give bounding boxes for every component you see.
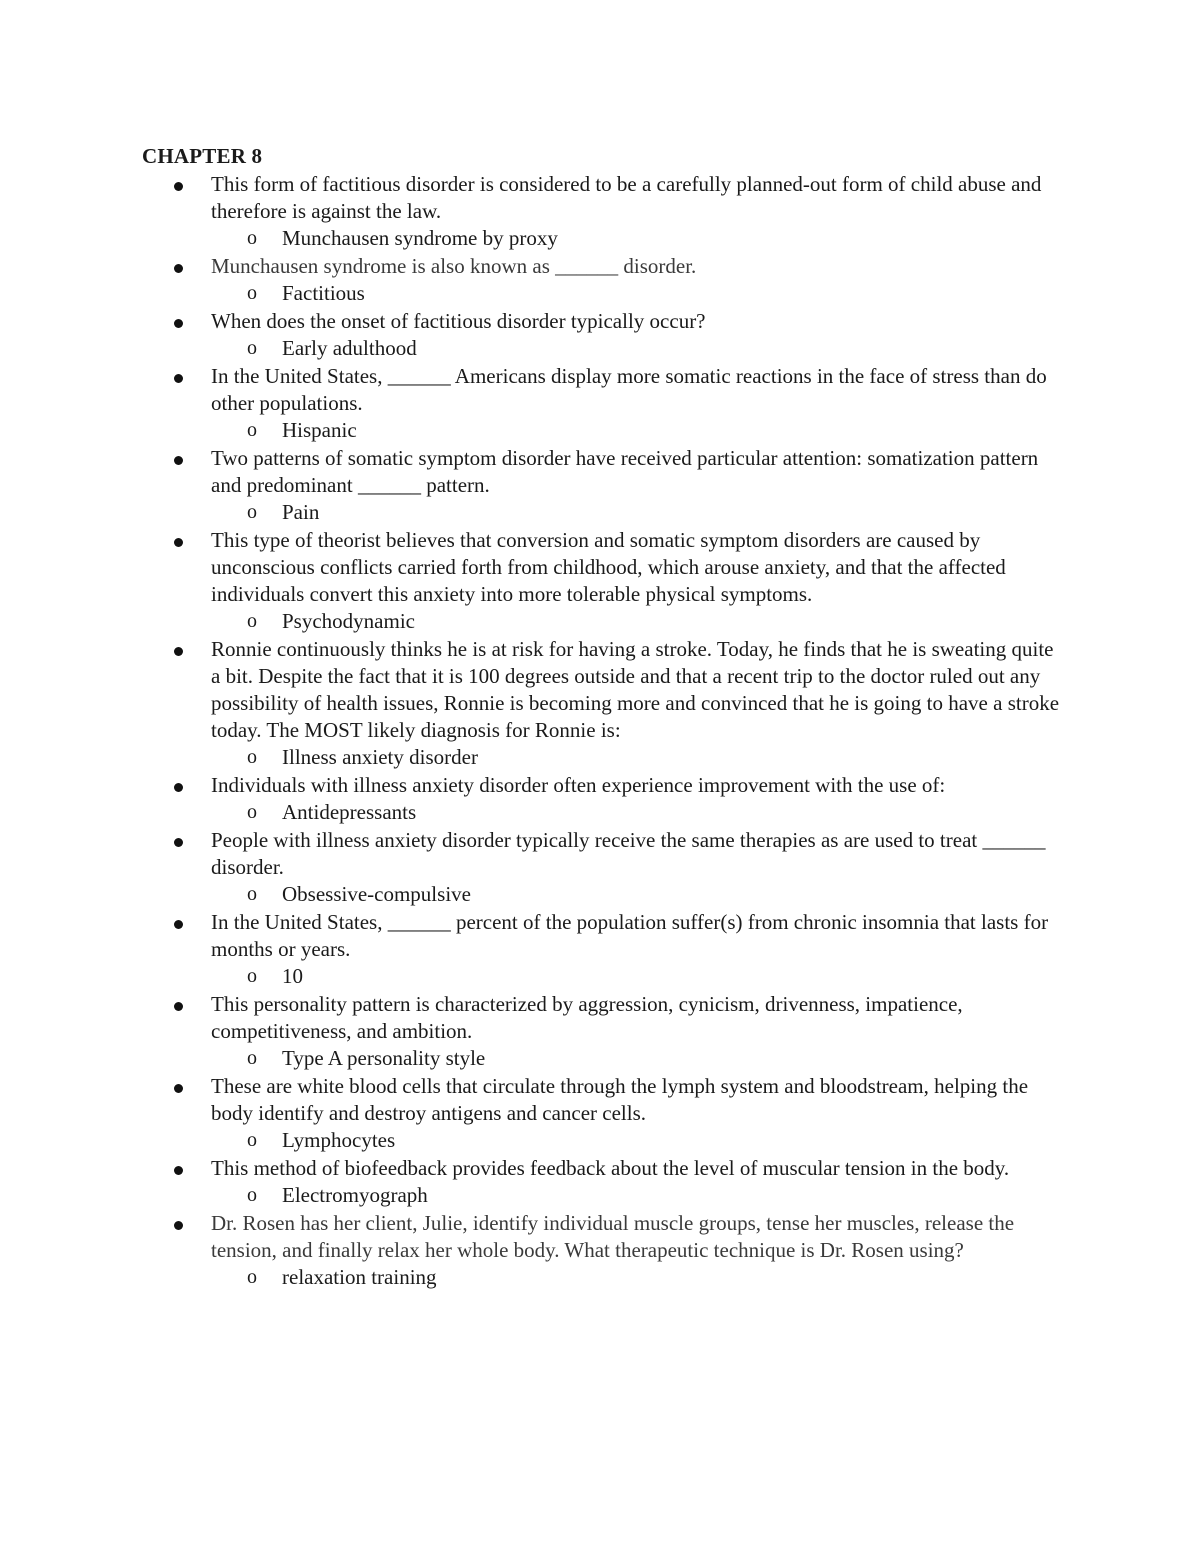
bullet-icon: [174, 920, 183, 929]
answer-label: relaxation training: [282, 1265, 437, 1289]
answer-text: [142, 280, 1062, 307]
answer-label: Hispanic: [282, 418, 357, 442]
answer-text: [142, 1264, 1062, 1291]
answer-text: [142, 744, 1062, 771]
bullet-icon: [174, 647, 183, 656]
answer-text: [142, 1045, 1062, 1072]
question-label: This personality pattern is characterized by aggression, cynicism, drivenness, impatience, competitiveness, and ambition.: [211, 992, 963, 1043]
circle-marker-icon: o: [247, 337, 257, 359]
question-text: [142, 445, 1062, 499]
bullet-icon: [174, 1002, 183, 1011]
answer-text: [142, 225, 1062, 252]
answer-label: 10: [282, 964, 303, 988]
question-list: [142, 171, 1062, 1291]
answer-text: [142, 335, 1062, 362]
answer-label: Early adulthood: [282, 336, 417, 360]
question-label: In the United States, ______ percent of the population suffer(s) from chronic insomnia that lasts for months or years.: [211, 910, 1049, 961]
question-label: Two patterns of somatic symptom disorder have received particular attention: somatization pattern and predominant ______ pattern.: [211, 446, 1039, 497]
question-text: [142, 772, 1062, 799]
circle-marker-icon: o: [247, 1047, 257, 1069]
list-item: [142, 308, 1062, 362]
answer-label: Type A personality style: [282, 1046, 486, 1070]
list-item: [142, 171, 1062, 252]
question-text: [142, 253, 1062, 280]
answer-text: [142, 963, 1062, 990]
document-page: [142, 143, 1062, 1292]
circle-marker-icon: o: [247, 1266, 257, 1288]
circle-marker-icon: o: [247, 282, 257, 304]
circle-marker-icon: o: [247, 610, 257, 632]
answer-text: [142, 1182, 1062, 1209]
question-label: This type of theorist believes that conversion and somatic symptom disorders are caused by unconscious conflicts carried forth from childhood, which arouse anxiety, and that the affected individuals convert this anxiety into more tolerable physical symptoms.: [211, 528, 1006, 606]
bullet-icon: [174, 319, 183, 328]
list-item: [142, 363, 1062, 444]
answer-text: [142, 417, 1062, 444]
question-text: [142, 909, 1062, 963]
question-label: In the United States, ______ Americans display more somatic reactions in the face of stress than do other populations.: [211, 364, 1047, 415]
question-text: [142, 991, 1062, 1045]
list-item: [142, 909, 1062, 990]
bullet-icon: [174, 264, 183, 273]
list-item: [142, 1210, 1062, 1291]
question-label: Individuals with illness anxiety disorder often experience improvement with the use of:: [211, 773, 946, 797]
question-text: [142, 636, 1062, 744]
circle-marker-icon: o: [247, 965, 257, 987]
question-text: [142, 363, 1062, 417]
answer-text: [142, 608, 1062, 635]
list-item: [142, 1155, 1062, 1209]
question-text: [142, 308, 1062, 335]
circle-marker-icon: o: [247, 419, 257, 441]
list-item: [142, 636, 1062, 771]
answer-label: Lymphocytes: [282, 1128, 396, 1152]
question-text: [142, 1155, 1062, 1182]
answer-label: Psychodynamic: [282, 609, 415, 633]
list-item: [142, 445, 1062, 526]
answer-label: Obsessive-compulsive: [282, 882, 471, 906]
question-label: Ronnie continuously thinks he is at risk for having a stroke. Today, he finds that he is sweating quite a bit. Despite the fact that it is 100 degrees outside and that a recent trip to the doctor ruled out any possibility of health issues, Ronnie is becoming more and convinced that he is going to have a stroke today. The MOST likely diagnosis for Ronnie is:: [211, 637, 1060, 742]
circle-marker-icon: o: [247, 883, 257, 905]
answer-text: [142, 499, 1062, 526]
answer-label: Electromyograph: [282, 1183, 428, 1207]
bullet-icon: [174, 182, 183, 191]
circle-marker-icon: o: [247, 1184, 257, 1206]
list-item: [142, 1073, 1062, 1154]
circle-marker-icon: o: [247, 746, 257, 768]
question-text: [142, 1073, 1062, 1127]
answer-label: Munchausen syndrome by proxy: [282, 226, 558, 250]
answer-label: Antidepressants: [282, 800, 417, 824]
question-label: When does the onset of factitious disorder typically occur?: [211, 309, 706, 333]
answer-text: [142, 881, 1062, 908]
bullet-icon: [174, 1084, 183, 1093]
bullet-icon: [174, 456, 183, 465]
list-item: [142, 991, 1062, 1072]
question-label: This form of factitious disorder is considered to be a carefully planned-out form of child abuse and therefore is against the law.: [211, 172, 1042, 223]
bullet-icon: [174, 538, 183, 547]
question-text: [142, 527, 1062, 608]
bullet-icon: [174, 374, 183, 383]
circle-marker-icon: o: [247, 1129, 257, 1151]
bullet-icon: [174, 783, 183, 792]
list-item: [142, 253, 1062, 307]
list-item: [142, 827, 1062, 908]
list-item: [142, 527, 1062, 635]
chapter-heading: CHAPTER 8: [142, 144, 263, 168]
bullet-icon: [174, 1166, 183, 1175]
question-label: These are white blood cells that circulate through the lymph system and bloodstream, helping the body identify and destroy antigens and cancer cells.: [211, 1074, 1029, 1125]
answer-label: Factitious: [282, 281, 365, 305]
answer-label: Pain: [282, 500, 320, 524]
answer-text: [142, 799, 1062, 826]
bullet-icon: [174, 838, 183, 847]
circle-marker-icon: o: [247, 801, 257, 823]
answer-label: Illness anxiety disorder: [282, 745, 478, 769]
question-text: [142, 171, 1062, 225]
question-label: This method of biofeedback provides feedback about the level of muscular tension in the body.: [211, 1156, 1010, 1180]
question-text: [142, 827, 1062, 881]
question-text: [142, 1210, 1062, 1264]
question-label: People with illness anxiety disorder typically receive the same therapies as are used to treat ______ disorder.: [211, 828, 1046, 879]
list-item: [142, 772, 1062, 826]
question-label: Munchausen syndrome is also known as ______ disorder.: [211, 254, 697, 278]
circle-marker-icon: o: [247, 501, 257, 523]
circle-marker-icon: o: [247, 227, 257, 249]
question-label: Dr. Rosen has her client, Julie, identify individual muscle groups, tense her muscles, release the tension, and finally relax her whole body. What therapeutic technique is Dr. Rosen using?: [211, 1211, 1015, 1262]
answer-text: [142, 1127, 1062, 1154]
bullet-icon: [174, 1221, 183, 1230]
